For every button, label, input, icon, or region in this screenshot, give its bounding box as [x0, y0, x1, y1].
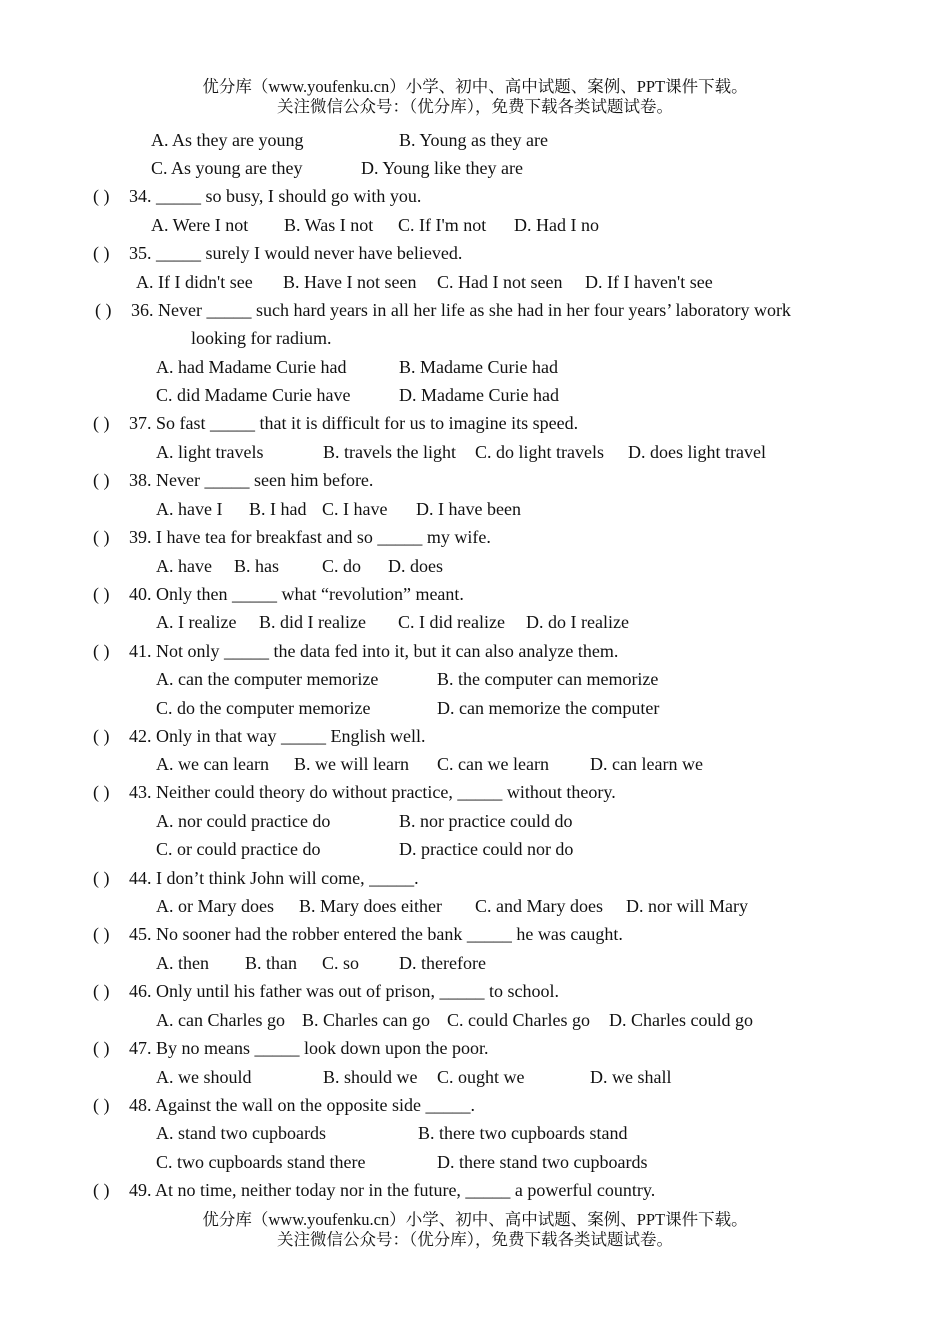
option-d: D. nor will Mary: [626, 896, 748, 916]
option-c: C. did Madame Curie have: [156, 385, 351, 405]
question-text: 46. Only until his father was out of prison, _____ to school.: [129, 981, 559, 1001]
question-34: [93, 184, 421, 208]
question-42: [93, 724, 425, 748]
footer-line-1: 优分库（www.youfenku.cn）小学、初中、高中试题、案例、PPT课件下载。: [202, 1210, 748, 1229]
answer-blank: ( ): [93, 1095, 110, 1115]
option-a: A. light travels: [156, 442, 264, 462]
question-43: [93, 780, 616, 804]
question-45: [93, 922, 623, 946]
option-d: D. can memorize the computer: [437, 698, 660, 718]
option-d: D. practice could nor do: [399, 839, 574, 859]
question-text: 36. Never _____ such hard years in all her life as she had in her four years’ laboratory work: [131, 300, 791, 320]
answer-blank: ( ): [93, 186, 110, 206]
option-b: B. I had: [249, 499, 307, 519]
option-b: B. did I realize: [259, 612, 366, 632]
option-a: A. we should: [156, 1067, 252, 1087]
answer-blank: ( ): [93, 981, 110, 1001]
option-a: A. Were I not: [151, 215, 249, 235]
question-text: 45. No sooner had the robber entered the bank _____ he was caught.: [129, 924, 623, 944]
option-a: A. As they are young: [151, 130, 304, 150]
option-c: C. and Mary does: [475, 896, 603, 916]
option-a: A. I realize: [156, 612, 237, 632]
option-d: D. does: [388, 556, 443, 576]
option-c: C. do: [322, 556, 362, 576]
question-text: 37. So fast _____ that it is difficult for us to imagine its speed.: [129, 413, 579, 433]
option-d: D. do I realize: [526, 612, 629, 632]
option-c: C. ought we: [437, 1067, 525, 1087]
option-d: D. can learn we: [590, 754, 703, 774]
question-text: 43. Neither could theory do without practice, _____ without theory.: [129, 782, 616, 802]
option-c: C. or could practice do: [156, 839, 321, 859]
option-c: C. If I'm not: [398, 215, 487, 235]
question-text: 47. By no means _____ look down upon the poor.: [129, 1038, 489, 1058]
option-c: C. could Charles go: [447, 1010, 590, 1030]
option-c: C. Had I not seen: [437, 272, 563, 292]
option-a: A. nor could practice do: [156, 811, 331, 831]
question-46: [93, 979, 559, 1003]
option-d: D. there stand two cupboards: [437, 1152, 648, 1172]
option-c: C. I have: [322, 499, 388, 519]
question-47: [93, 1036, 488, 1060]
answer-blank: ( ): [93, 584, 110, 604]
answer-blank: ( ): [93, 243, 110, 263]
question-48: [93, 1093, 475, 1117]
answer-blank: ( ): [93, 641, 110, 661]
option-d: D. Madame Curie had: [399, 385, 559, 405]
question-text: 34. _____ so busy, I should go with you.: [129, 186, 422, 206]
option-c: C. I did realize: [398, 612, 505, 632]
option-d: D. I have been: [416, 499, 521, 519]
question-41: [93, 639, 618, 663]
answer-blank: ( ): [93, 868, 110, 888]
answer-blank: ( ): [93, 726, 110, 746]
page-header: [0, 77, 950, 117]
option-b: B. should we: [323, 1067, 418, 1087]
option-b: B. the computer can memorize: [437, 669, 659, 689]
option-a: A. can the computer memorize: [156, 669, 379, 689]
option-b: B. nor practice could do: [399, 811, 573, 831]
option-a: A. or Mary does: [156, 896, 274, 916]
question-35: [93, 241, 462, 265]
option-d: D. Charles could go: [609, 1010, 753, 1030]
question-44: [93, 866, 419, 890]
option-b: B. has: [234, 556, 279, 576]
option-d: D. Had I no: [514, 215, 599, 235]
question-text: 39. I have tea for breakfast and so _____ my wife.: [129, 527, 491, 547]
question-36: [95, 298, 791, 322]
option-a: A. had Madame Curie had: [156, 357, 347, 377]
question-text: 41. Not only _____ the data fed into it, but it can also analyze them.: [129, 641, 619, 661]
answer-blank: ( ): [93, 1038, 110, 1058]
footer-line-2: 关注微信公众号：（优分库），免费下载各类试题试卷。: [277, 1230, 673, 1249]
option-b: B. Madame Curie had: [399, 357, 558, 377]
question-49: [93, 1178, 655, 1202]
option-b: B. we will learn: [294, 754, 409, 774]
option-d: D. If I haven't see: [585, 272, 713, 292]
option-b: B. Was I not: [284, 215, 374, 235]
option-b: B. Have I not seen: [283, 272, 417, 292]
question-text: 38. Never _____ seen him before.: [129, 470, 374, 490]
question-text: 48. Against the wall on the opposite side _____.: [129, 1095, 475, 1115]
option-b: B. Young as they are: [399, 130, 548, 150]
answer-blank: ( ): [93, 782, 110, 802]
option-b: B. travels the light: [323, 442, 456, 462]
question-text: 40. Only then _____ what “revolution” meant.: [129, 584, 464, 604]
option-a: A. can Charles go: [156, 1010, 285, 1030]
option-c: C. do light travels: [475, 442, 604, 462]
option-d: D. therefore: [399, 953, 486, 973]
option-a: A. then: [156, 953, 209, 973]
question-37: [93, 411, 578, 435]
header-line-2: 关注微信公众号：（优分库），免费下载各类试题试卷。: [277, 97, 673, 116]
question-text: 44. I don’t think John will come, _____.: [129, 868, 419, 888]
question-40: [93, 582, 464, 606]
option-c: C. As young are they: [151, 158, 303, 178]
question-text: 42. Only in that way _____ English well.: [129, 726, 426, 746]
question-36-continued: looking for radium.: [191, 328, 332, 348]
option-b: B. Mary does either: [299, 896, 442, 916]
question-39: [93, 525, 491, 549]
option-a: A. we can learn: [156, 754, 269, 774]
answer-blank: ( ): [93, 527, 110, 547]
option-b: B. Charles can go: [302, 1010, 430, 1030]
option-a: A. have I: [156, 499, 223, 519]
option-a: A. If I didn't see: [136, 272, 253, 292]
option-d: D. does light travel: [628, 442, 766, 462]
answer-blank: ( ): [93, 924, 110, 944]
option-a: A. stand two cupboards: [156, 1123, 326, 1143]
option-d: D. we shall: [590, 1067, 672, 1087]
answer-blank: ( ): [95, 300, 112, 320]
question-text: 49. At no time, neither today nor in the future, _____ a powerful country.: [129, 1180, 656, 1200]
answer-blank: ( ): [93, 413, 110, 433]
option-c: C. do the computer memorize: [156, 698, 371, 718]
question-38: [93, 468, 373, 492]
option-b: B. there two cupboards stand: [418, 1123, 628, 1143]
option-b: B. than: [245, 953, 297, 973]
answer-blank: ( ): [93, 1180, 110, 1200]
option-c: C. so: [322, 953, 360, 973]
page-footer: [0, 1210, 950, 1250]
option-d: D. Young like they are: [361, 158, 523, 178]
option-c: C. can we learn: [437, 754, 549, 774]
header-line-1: 优分库（www.youfenku.cn）小学、初中、高中试题、案例、PPT课件下载。: [202, 77, 748, 96]
question-text: 35. _____ surely I would never have believed.: [129, 243, 463, 263]
option-a: A. have: [156, 556, 212, 576]
answer-blank: ( ): [93, 470, 110, 490]
option-c: C. two cupboards stand there: [156, 1152, 366, 1172]
